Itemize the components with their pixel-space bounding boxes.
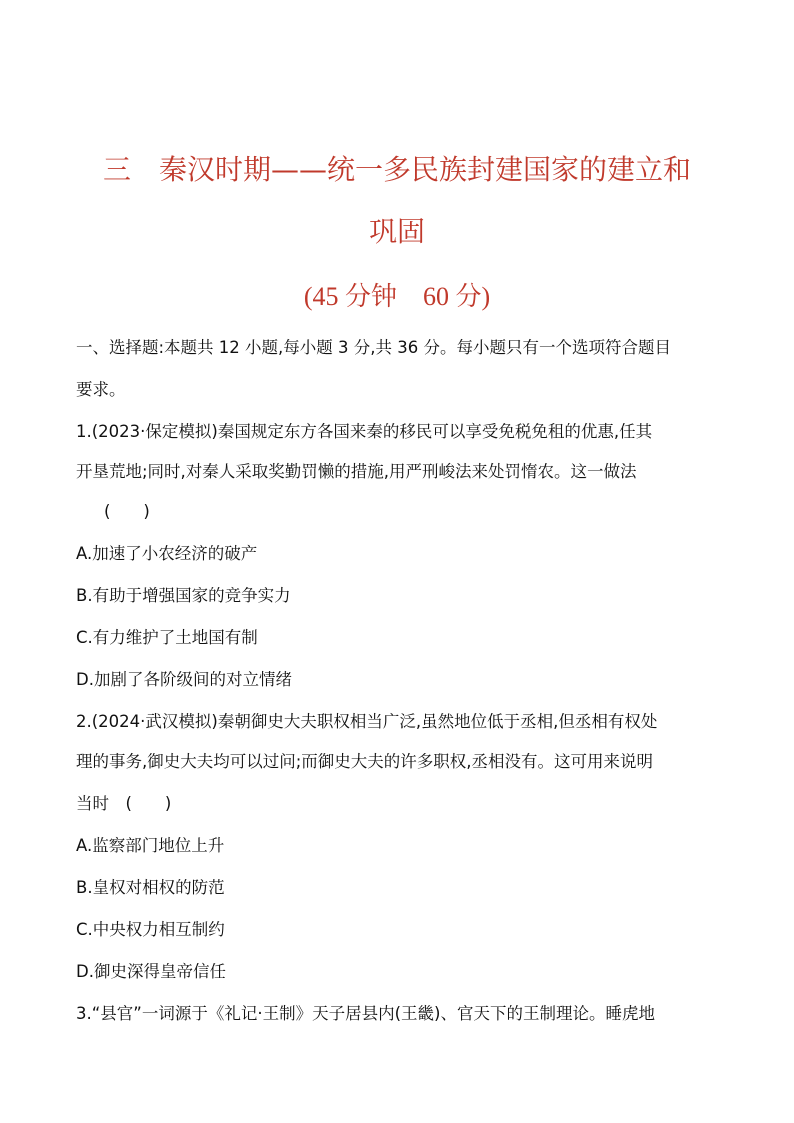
question-1-stem-line-2: 开垦荒地;同时,对秦人采取奖勤罚懒的措施,用严刑峻法来处罚惰农。这一做法 <box>76 462 637 481</box>
question-1-option-d: D.加剧了各阶级间的对立情绪 <box>76 670 292 689</box>
time-score-subtitle: (45 分钟 60 分) <box>303 282 491 311</box>
section-instruction-line-1: 一、选择题:本题共 12 小题,每小题 3 分,共 36 分。每小题只有一个选项符合题目 <box>76 338 672 357</box>
section-instruction-line-2: 要求。 <box>76 380 126 399</box>
question-1-option-b: B.有助于增强国家的竞争实力 <box>76 586 291 605</box>
question-2-option-c: C.中央权力相互制约 <box>76 920 225 939</box>
chapter-title-line-2: 巩固 <box>368 215 425 248</box>
question-2-option-b: B.皇权对相权的防范 <box>76 878 225 897</box>
question-1-answer-blank: ( ) <box>104 502 150 521</box>
question-1-stem-line-1: 1.(2023·保定模拟)秦国规定东方各国来秦的移民可以享受免税免租的优惠,任其 <box>76 422 653 441</box>
question-2-option-d: D.御史深得皇帝信任 <box>76 962 226 981</box>
question-2-stem-line-2: 理的事务,御史大夫均可以过问;而御史大夫的许多职权,丞相没有。这可用来说明 <box>76 752 654 771</box>
question-2-stem-line-1: 2.(2024·武汉模拟)秦朝御史大夫职权相当广泛,虽然地位低于丞相,但丞相有权处 <box>76 712 658 731</box>
question-2-stem-line-3: 当时 ( ) <box>76 794 172 813</box>
question-3-stem-line-1: 3.“县官”一词源于《礼记·王制》天子居县内(王畿)、官天下的王制理论。睡虎地 <box>76 1004 655 1023</box>
chapter-title-line-1: 三 秦汉时期——统一多民族封建国家的建立和 <box>102 153 691 186</box>
question-1-option-a: A.加速了小农经济的破产 <box>76 544 258 563</box>
question-1-option-c: C.有力维护了土地国有制 <box>76 628 258 647</box>
question-2-option-a: A.监察部门地位上升 <box>76 836 225 855</box>
